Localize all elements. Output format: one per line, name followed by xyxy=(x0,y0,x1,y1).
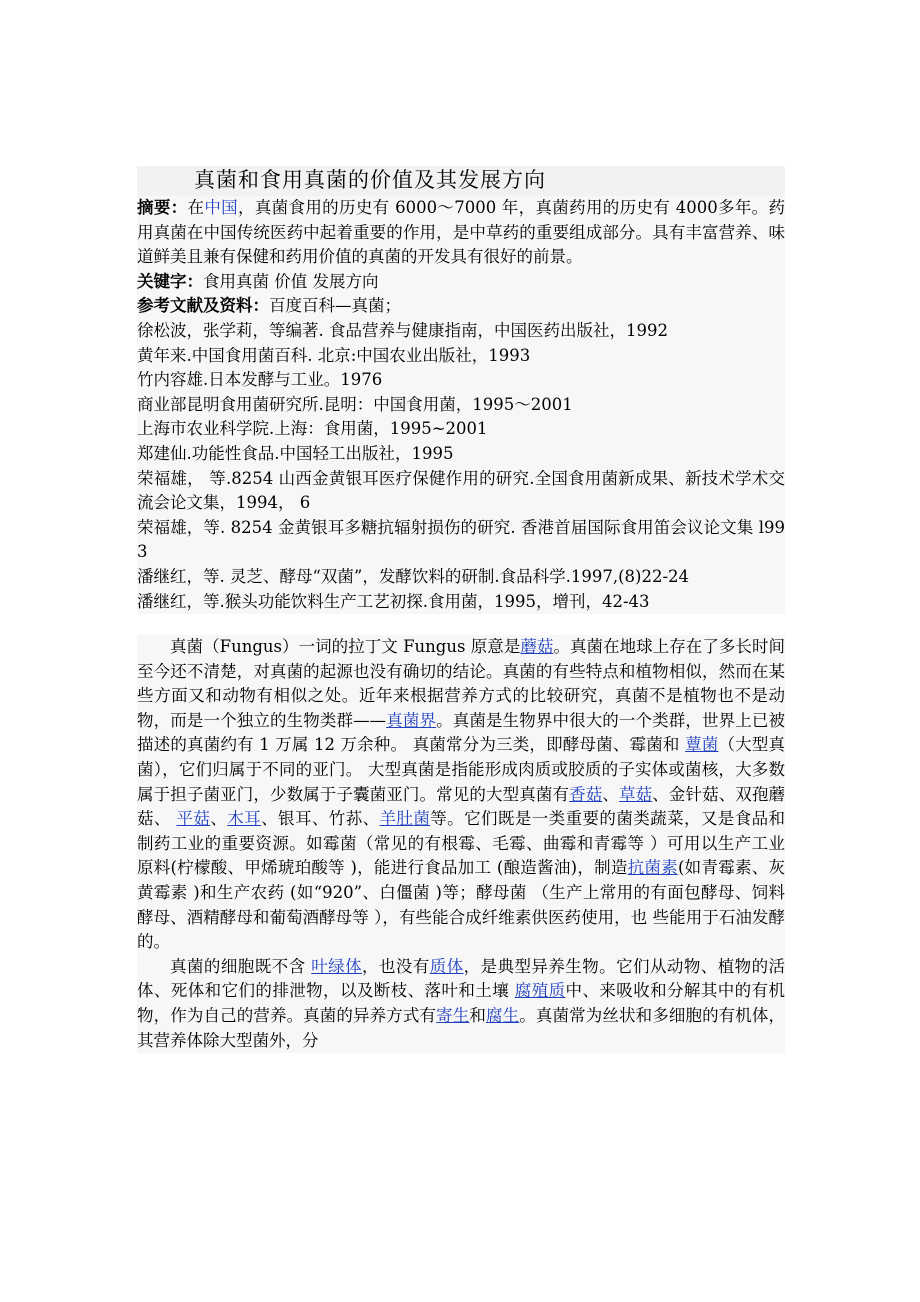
keywords-paragraph xyxy=(137,270,785,295)
link-muer[interactable]: 木耳 xyxy=(227,809,262,829)
link-humus[interactable]: 腐殖质 xyxy=(514,981,566,1001)
abstract-text-before-link: 在 xyxy=(187,198,205,217)
p1-segment: 真菌（Fungus）一词的拉丁文 Fungus 原意是 xyxy=(170,637,521,657)
link-antibiotic[interactable]: 抗菌素 xyxy=(627,858,678,878)
p2-segment: 。真菌常为丝状和多细胞的有机体，其营养体除大型菌外，分 xyxy=(137,1006,786,1050)
section-spacer xyxy=(137,614,785,635)
reference-item: 黄年来.中国食用菌百科. 北京:中国农业出版社，1993 xyxy=(137,344,785,369)
p2-segment: 真菌的细胞既不含 xyxy=(170,956,312,976)
p1-segment: (如青霉素、灰黄霉素 )和生产农药 (如“920”、白僵菌 )等；酵母菌 （生产上常用的有面包酵母、饲料酵母、酒精酵母和葡萄酒酵母等 ），有些能合成纤维素供医药使用，也 些能用于石油发酵的。 xyxy=(137,858,786,952)
link-yangdujun[interactable]: 羊肚菌 xyxy=(379,809,431,829)
link-fungi-kingdom[interactable]: 真菌界 xyxy=(386,710,437,730)
link-xunjun[interactable]: 蕈菌 xyxy=(685,735,719,755)
reference-item: 竹内容雄.日本发酵与工业。1976 xyxy=(137,368,785,393)
body-paragraph-2 xyxy=(137,955,785,1053)
p1-segment: 、 xyxy=(210,809,228,829)
link-caogu[interactable]: 草菇 xyxy=(618,784,653,804)
reference-item: 潘继红，等. 灵芝、酵母“双菌”，发酵饮料的研制.食品科学.1997,(8)22-24 xyxy=(137,565,785,590)
reference-item: 商业部昆明食用菌研究所.昆明：中国食用菌，1995～2001 xyxy=(137,393,785,418)
link-xianggu[interactable]: 香菇 xyxy=(569,784,603,804)
references-header xyxy=(137,294,785,319)
link-plastid[interactable]: 质体 xyxy=(429,956,464,976)
references-list xyxy=(137,319,785,614)
reference-item: 徐松波，张学莉，等编著. 食品营养与健康指南，中国医药出版社，1992 xyxy=(137,319,785,344)
abstract-label: 摘要： xyxy=(137,198,188,217)
page-title: 真菌和食用真菌的价值及其发展方向 xyxy=(137,166,785,196)
keywords-text: 食用真菌 价值 发展方向 xyxy=(203,271,379,291)
p1-segment: 、银耳、竹荪、 xyxy=(261,809,380,829)
body-paragraph-1 xyxy=(137,635,785,955)
references-first-item: 百度百科—真菌； xyxy=(269,296,401,316)
reference-item: 上海市农业科学院.上海：食用菌，1995~2001 xyxy=(137,417,785,442)
link-parasitism[interactable]: 寄生 xyxy=(436,1006,470,1025)
p1-segment: 。真菌是生物界中很大的一个类群，世界上已被描述的真菌约有 1 万属 12 万余种。 真菌常分为三类，即酵母菌、霉菌和 xyxy=(137,710,786,755)
reference-item: 郑建仙.功能性食品.中国轻工出版社，1995 xyxy=(137,442,785,467)
abstract-text-after-link: ，真菌食用的历史有 6000～7000 年，真菌药用的历史有 4000多年。药用真菌在中国传统医药中起着重要的作用，是中草药的重要组成部分。具有丰富营养、味道鲜美且兼有保健和药用价值的真菌的开发具有很好的前景。 xyxy=(137,198,786,267)
link-chloroplast[interactable]: 叶绿体 xyxy=(311,956,362,976)
keywords-label: 关键字： xyxy=(137,271,203,291)
p2-segment: ，是典型异养生物。它们从动物、植物的活体、死体和它们的排泄物，以及断枝、落叶和土壤 xyxy=(137,956,785,1001)
link-pinggu[interactable]: 平菇 xyxy=(176,809,211,829)
link-saprophytism[interactable]: 腐生 xyxy=(486,1006,520,1025)
reference-item: 荣福雄， 等.8254 山西金黄银耳医疗保健作用的研究.全国食用菌新成果、新技术学术交流会论文集，1994， 6 xyxy=(137,467,785,516)
p2-segment: 和 xyxy=(469,1006,487,1025)
references-label: 参考文献及资料： xyxy=(137,296,269,316)
link-mogu[interactable]: 蘑菇 xyxy=(520,637,554,657)
p1-segment: 、 xyxy=(602,784,619,804)
link-china[interactable]: 中国 xyxy=(204,198,239,217)
abstract-paragraph xyxy=(137,196,785,270)
p1-segment: （大型真菌），它们归属于不同的亚门。 大型真菌是指能形成肉质或胶质的子实体或菌核，大多数属于担子菌亚门，少数属于子囊菌亚门。常见的大型真菌有 xyxy=(137,735,786,804)
p1-segment: 。真菌在地球上存在了多长时间至今还不清楚，对真菌的起源也没有确切的结论。真菌的有些特点和植物相似，然而在某些方面又和动物有相似之处。近年来根据营养方式的比较研究，真菌不是植物也不是动物，而是一个独立的生物类群—— xyxy=(137,637,786,730)
p1-segment: 等。它们既是一类重要的菌类蔬菜，又是食品和制药工业的重要资源。如霉菌（常见的有根霉、毛霉、曲霉和青霉等 ）可用以生产工业原料(柠檬酸、甲烯琥珀酸等 )，能进行食品加工 (酿造酱油)，制造 xyxy=(137,809,786,878)
reference-item: 潘继红，等.猴头功能饮料生产工艺初探.食用菌，1995，增刊，42-43 xyxy=(137,590,785,615)
p2-segment: 中、来吸收和分解其中的有机物，作为自己的营养。真菌的异养方式有 xyxy=(137,981,786,1025)
p1-segment: 、金针菇、双孢蘑菇、 xyxy=(137,784,786,829)
document-content xyxy=(137,166,785,1053)
p2-segment: ，也没有 xyxy=(362,956,430,976)
reference-item: 荣福雄，等. 8254 金黄银耳多糖抗辐射损伤的研究. 香港首届国际食用笛会议论文集 l993 xyxy=(137,516,785,565)
